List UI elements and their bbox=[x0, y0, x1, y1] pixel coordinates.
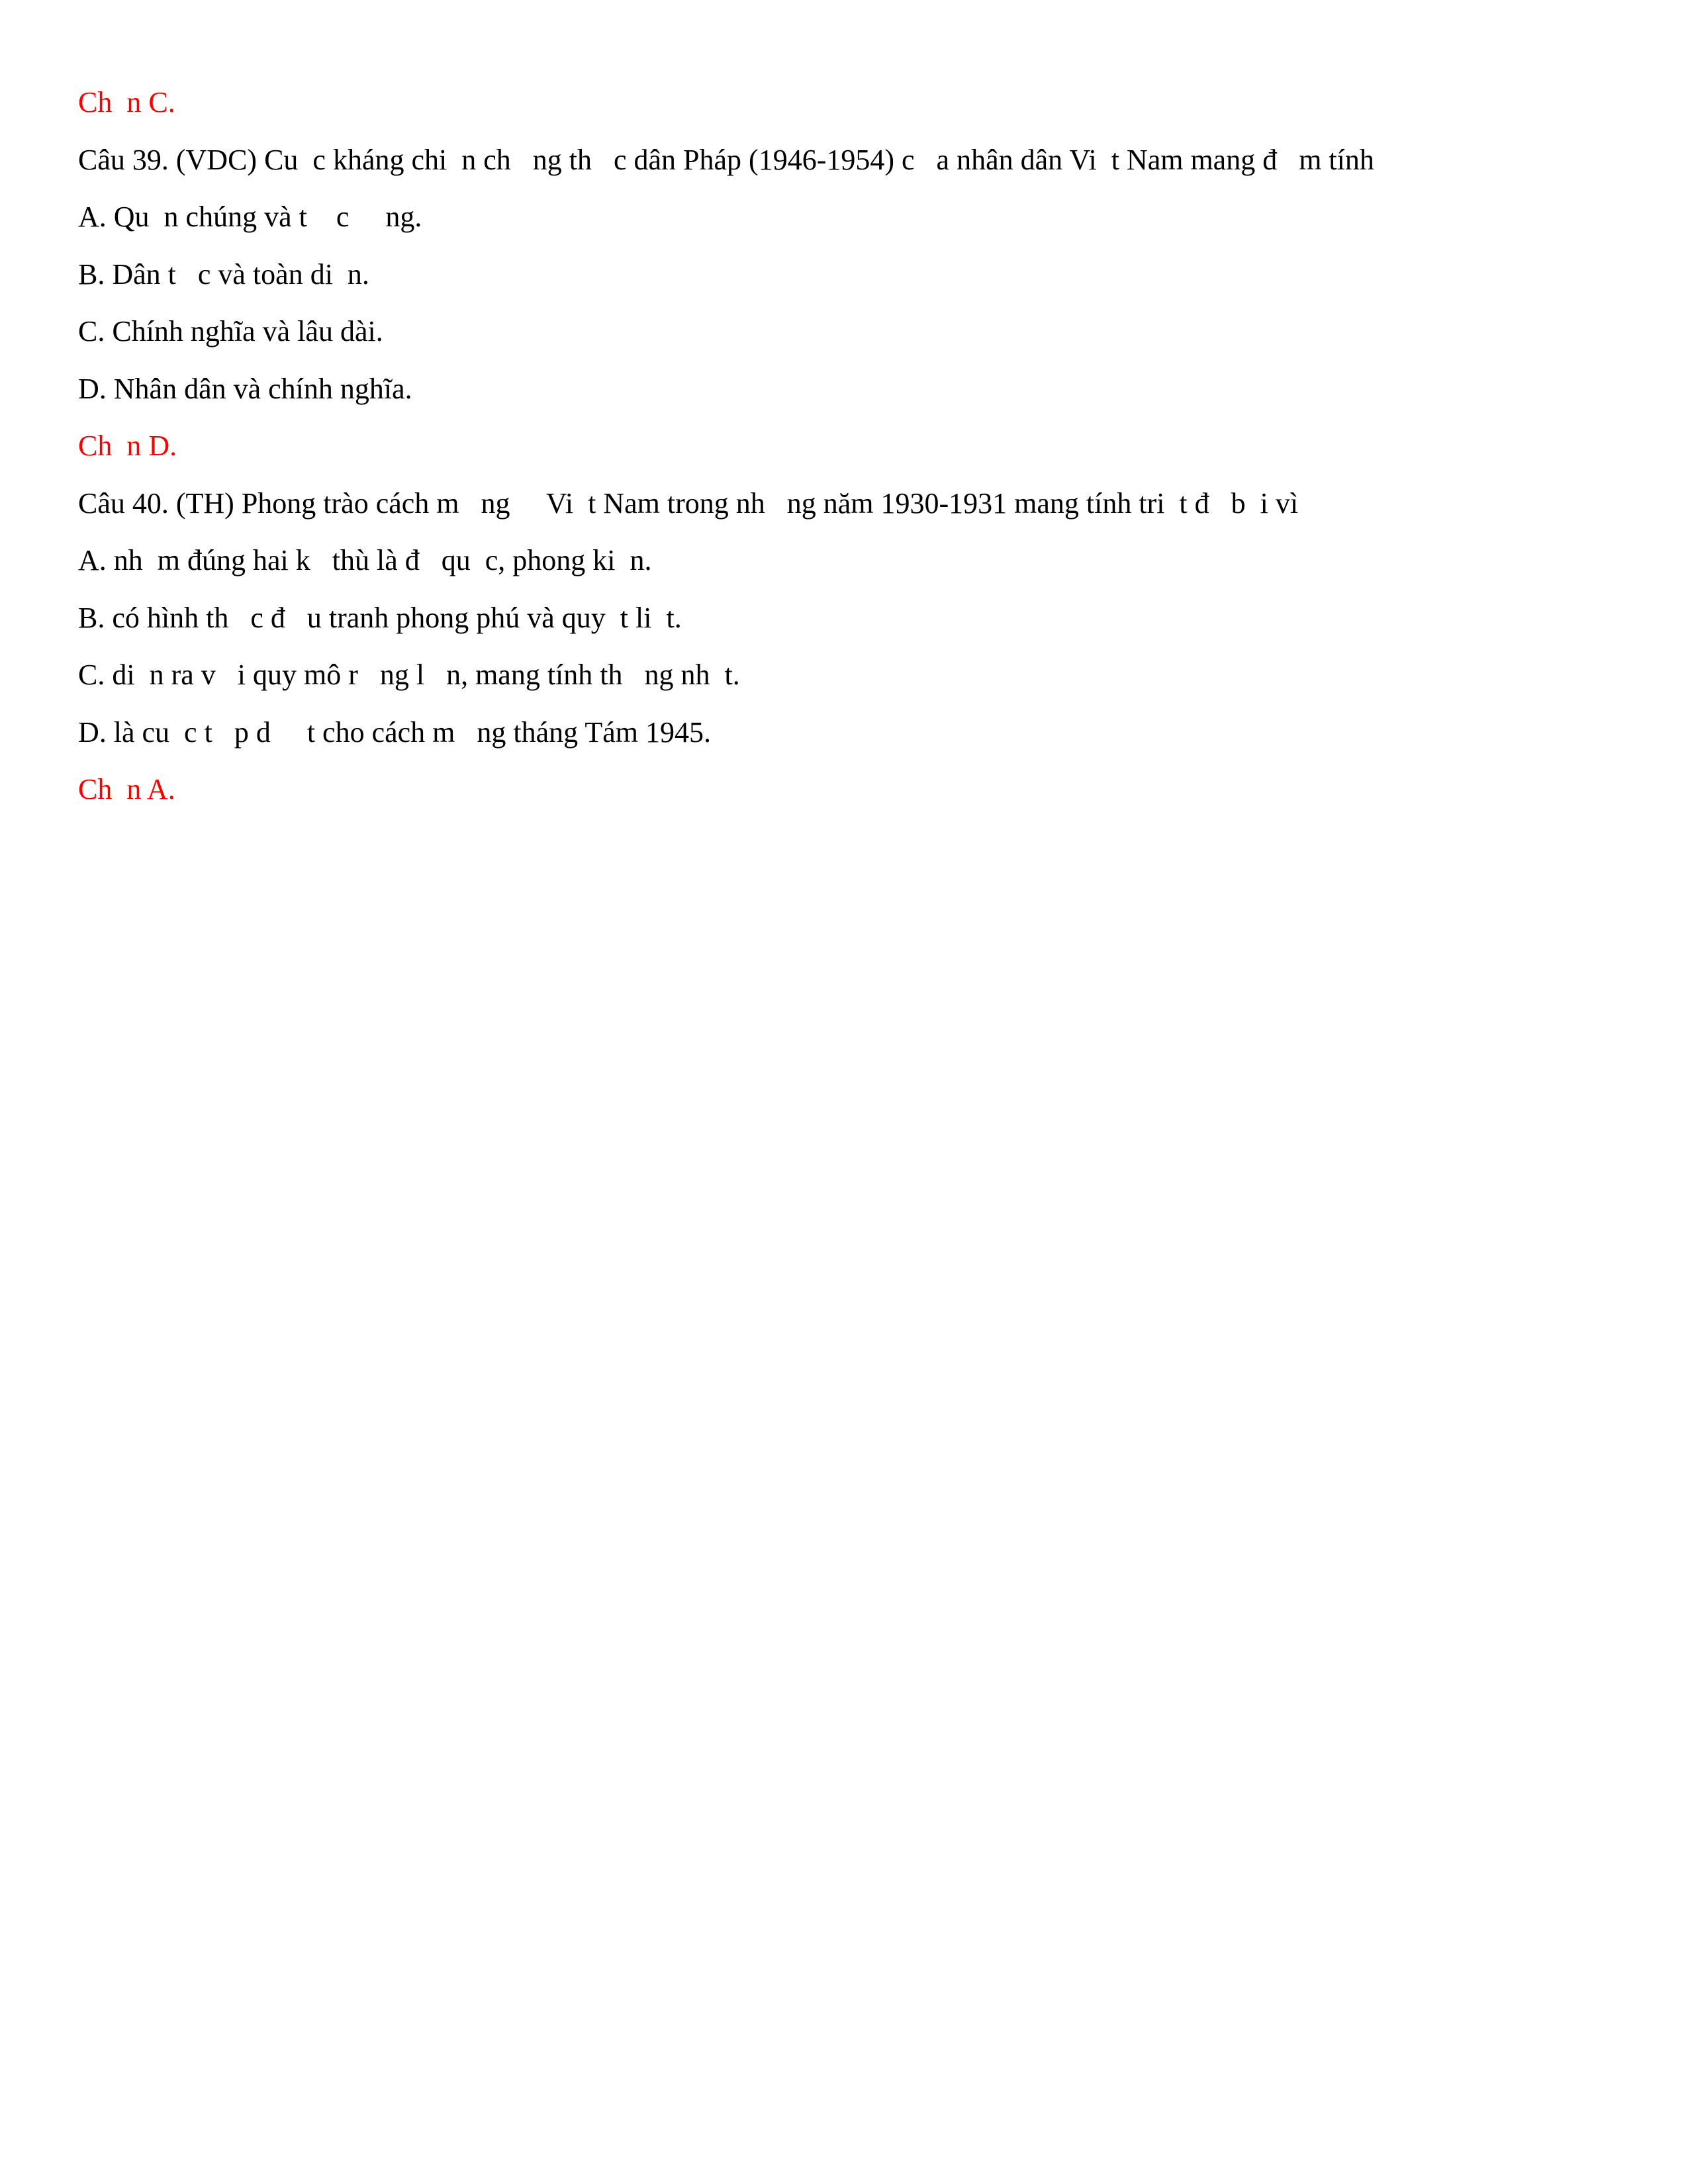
answer-line: Ch n A. bbox=[78, 773, 175, 805]
option-b: B. có hình th c đ u tranh phong phú và quy t li t. bbox=[78, 601, 682, 634]
question-39: Câu 39. (VDC) Cu c kháng chi n ch ng th c dân Pháp (1946-1954) c a nhân dân Vi t Nam mang đ m tính bbox=[78, 143, 1374, 176]
answer-line: Ch n C. bbox=[78, 86, 175, 118]
option-c: C. di n ra v i quy mô r ng l n, mang tính th ng nh t. bbox=[78, 659, 740, 691]
question-40: Câu 40. (TH) Phong trào cách m ng Vi t Nam trong nh ng năm 1930-1931 mang tính tri t đ b i vì bbox=[78, 486, 1299, 520]
option-a: A. Qu n chúng và t c ng. bbox=[78, 201, 422, 233]
option-c: C. Chính nghĩa và lâu dài. bbox=[78, 315, 383, 347]
document-page bbox=[78, 74, 1614, 819]
option-d: D. Nhân dân và chính nghĩa. bbox=[78, 372, 412, 405]
option-a: A. nh m đúng hai k thù là đ qu c, phong ki n. bbox=[78, 544, 652, 576]
option-d: D. là cu c t p d t cho cách m ng tháng Tám 1945. bbox=[78, 715, 711, 749]
answer-line: Ch n D. bbox=[78, 430, 177, 462]
option-b: B. Dân t c và toàn di n. bbox=[78, 257, 369, 291]
